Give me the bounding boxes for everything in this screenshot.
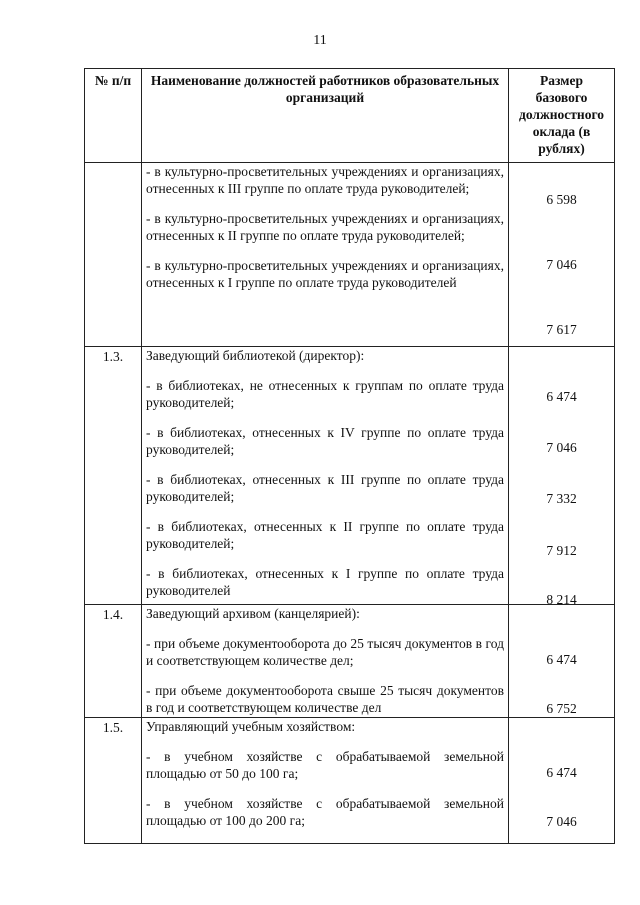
row-number: 1.4. — [85, 605, 142, 718]
position-title: Управляющий учебным хозяйством: — [146, 719, 356, 734]
salary-value: 6 474 — [546, 652, 577, 667]
list-item: - в библиотеках, не отнесенных к группам по оплате труда руководителей; — [146, 378, 504, 410]
list-item: - в библиотеках, отнесенных к II группе по оплате труда руководителей; — [146, 519, 504, 551]
header-base-salary: Размер базового должностного оклада (в рублях) — [509, 69, 615, 163]
row-number: 1.3. — [85, 347, 142, 605]
salary-value: 7 617 — [546, 322, 577, 337]
list-item: - в культурно-просветительных учреждениях и организациях, отнесенных к III группе по оплате труда руководителей; — [146, 164, 504, 196]
salary-cell — [509, 605, 615, 718]
position-cell — [142, 718, 509, 844]
table-row — [85, 163, 615, 347]
row-number: 1.5. — [85, 718, 142, 844]
table-row — [85, 605, 615, 718]
salary-value: 8 214 — [546, 592, 577, 607]
salary-value: 7 046 — [546, 440, 577, 455]
salary-table — [84, 68, 615, 844]
salary-value: 6 598 — [546, 192, 577, 207]
position-cell — [142, 163, 509, 347]
list-item: - при объеме документооборота до 25 тысяч документов в год и соответствующем количестве дел; — [146, 636, 504, 668]
salary-value: 7 046 — [546, 257, 577, 272]
position-title: Заведующий архивом (канцелярией): — [146, 606, 360, 621]
list-item: - в библиотеках, отнесенных к I группе по оплате труда руководителей — [146, 566, 504, 598]
table-row — [85, 347, 615, 605]
list-item: - в библиотеках, отнесенных к III группе по оплате труда руководителей; — [146, 472, 504, 504]
list-item: - в учебном хозяйстве с обрабатываемой земельной площадью от 100 до 200 га; — [146, 796, 504, 828]
list-item: - в библиотеках, отнесенных к IV группе по оплате труда руководителей; — [146, 425, 504, 457]
list-item: - в культурно-просветительных учреждениях и организациях, отнесенных к I группе по оплате труда руководителей — [146, 258, 504, 290]
salary-cell — [509, 718, 615, 844]
list-item: - при объеме документооборота свыше 25 тысяч документов в год и соответствующем количестве дел — [146, 683, 504, 715]
header-num: № п/п — [85, 69, 142, 163]
table-header-row — [85, 69, 615, 163]
salary-cell — [509, 163, 615, 347]
list-item: - в учебном хозяйстве с обрабатываемой земельной площадью от 50 до 100 га; — [146, 749, 504, 781]
salary-value: 6 752 — [546, 701, 577, 716]
salary-value: 6 474 — [546, 389, 577, 404]
salary-cell — [509, 347, 615, 605]
table-row — [85, 718, 615, 844]
salary-value: 7 912 — [546, 543, 577, 558]
header-position-name: Наименование должностей работников образовательных организаций — [142, 69, 509, 163]
position-title: Заведующий библиотекой (директор): — [146, 348, 365, 363]
position-cell — [142, 605, 509, 718]
salary-value: 6 474 — [546, 765, 577, 780]
position-cell — [142, 347, 509, 605]
page-number: 11 — [313, 33, 327, 48]
salary-value: 7 046 — [546, 814, 577, 829]
row-number — [85, 163, 142, 347]
salary-value: 7 332 — [546, 491, 577, 506]
list-item: - в культурно-просветительных учреждениях и организациях, отнесенных к II группе по оплате труда руководителей; — [146, 211, 504, 243]
